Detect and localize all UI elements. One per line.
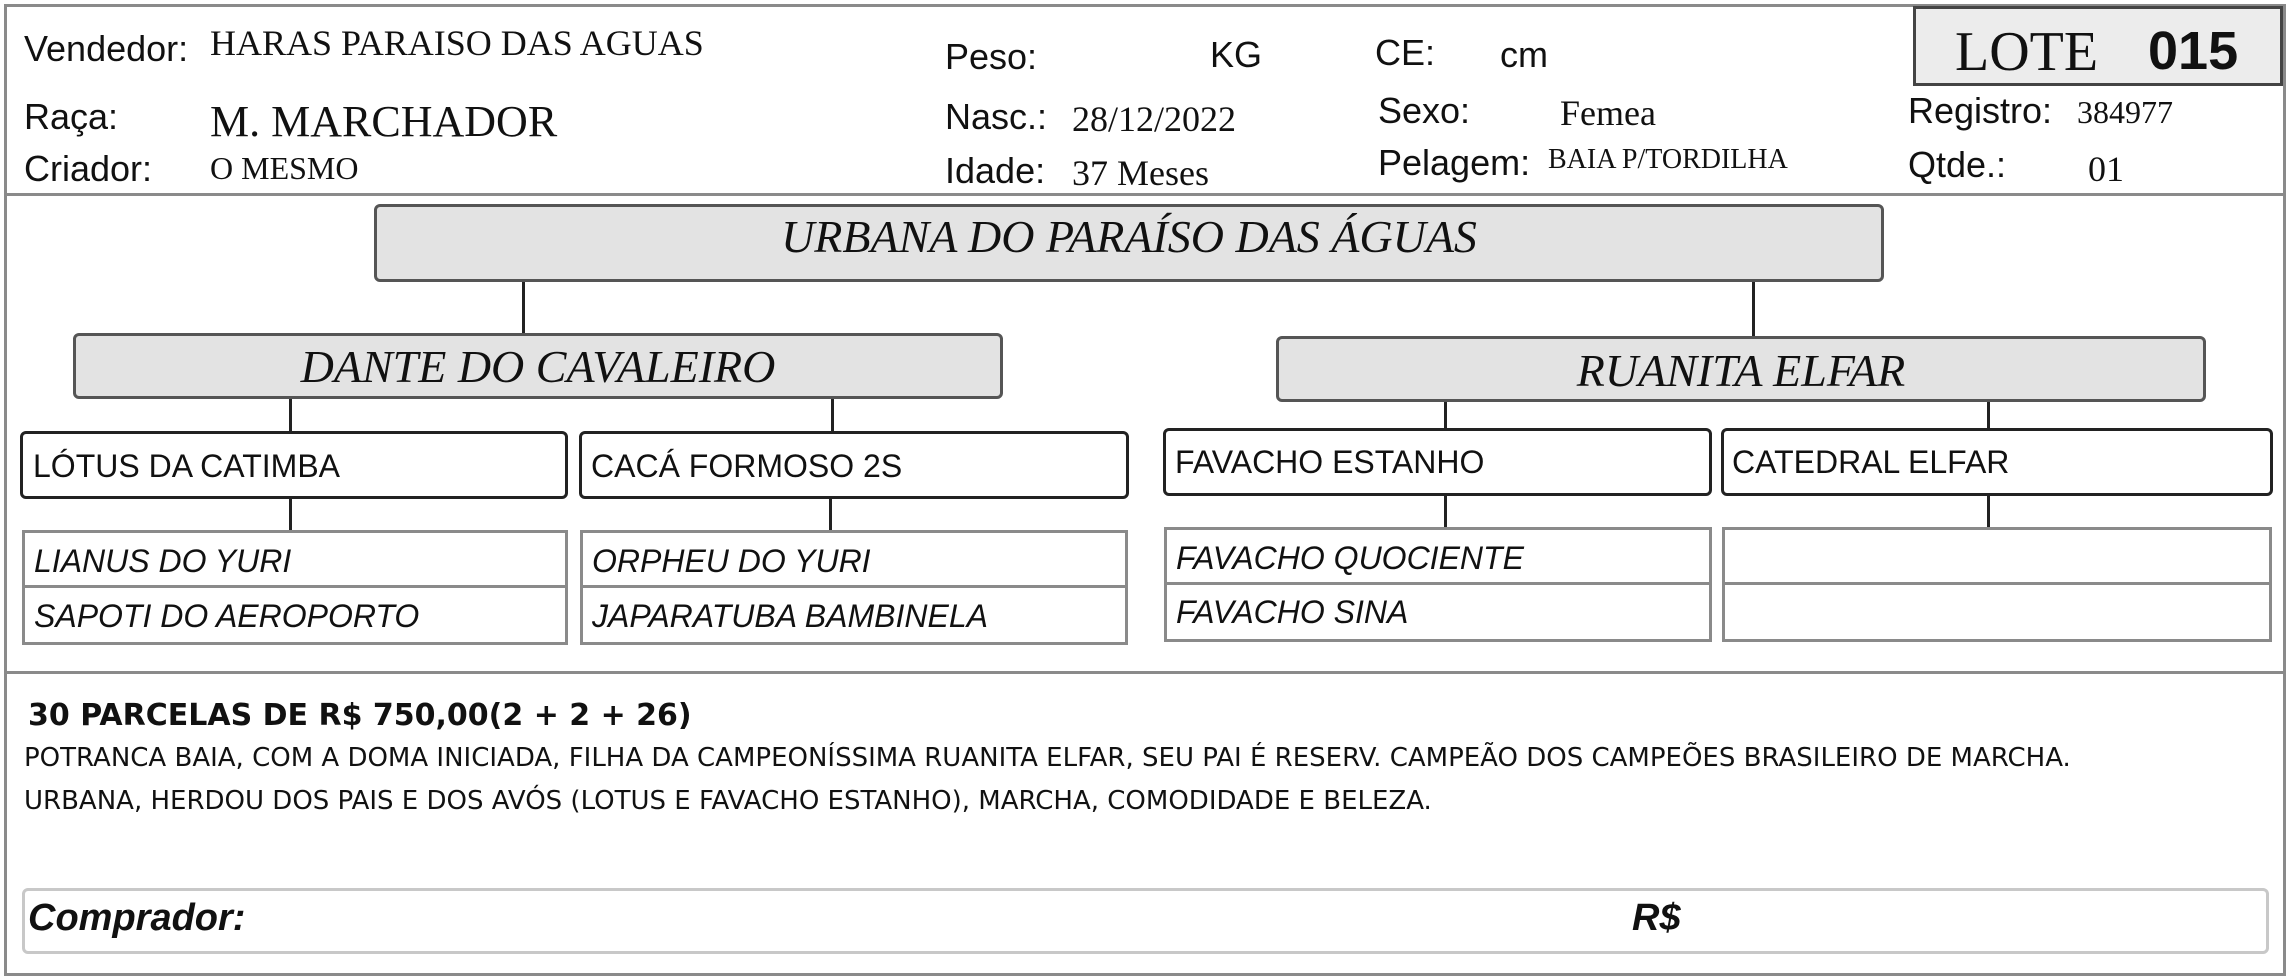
qtde-value: 01 [2088, 149, 2124, 189]
dam-name: RUANITA ELFAR [1576, 345, 1906, 396]
sd-sire-name: ORPHEU DO YURI [592, 543, 871, 579]
description-line: POTRANCA BAIA, COM A DOMA INICIADA, FILHA DA CAMPEONÍSSIMA RUANITA ELFAR, SEU PAI É RESERV. CAMPEÃO DOS CAMPEÕES BRASILEIRO DE MARCHA. [24, 743, 2071, 773]
ss-sire-name: LIANUS DO YURI [34, 543, 292, 579]
buyer-label: Comprador: [28, 897, 246, 939]
sd-dam-name: JAPARATUBA BAMBINELA [592, 598, 988, 634]
lote-number: 015 [2148, 21, 2239, 81]
sexo-value: Femea [1560, 93, 1656, 133]
registro-value: 384977 [2077, 94, 2173, 130]
criador-label: Criador: [24, 148, 153, 189]
dam-dam-name: CATEDRAL ELFAR [1732, 444, 2010, 480]
sire-name: DANTE DO CAVALEIRO [300, 341, 776, 392]
sire-sire-name: LÓTUS DA CATIMBA [33, 448, 341, 484]
raca-value: M. MARCHADOR [210, 97, 558, 146]
animal-name: URBANA DO PARAÍSO DAS ÁGUAS [781, 211, 1477, 262]
connector-line [829, 499, 832, 531]
ce-label: CE: [1375, 32, 1436, 73]
peso-unit: KG [1210, 34, 1263, 75]
pelagem-value: BAIA P/TORDILHA [1548, 144, 1788, 175]
ds-sire-name: FAVACHO QUOCIENTE [1176, 540, 1524, 576]
connector-line [1752, 282, 1755, 338]
ce-unit: cm [1500, 34, 1548, 75]
connector-line [522, 282, 525, 336]
lote-label: LOTE [1955, 21, 2099, 83]
dam-sire-name: FAVACHO ESTANHO [1175, 444, 1485, 480]
sire-dam-name: CACÁ FORMOSO 2S [591, 448, 903, 484]
connector-line [1444, 496, 1447, 528]
buyer-currency: R$ [1632, 897, 1681, 939]
connector-line [1444, 402, 1447, 430]
sexo-label: Sexo: [1378, 90, 1471, 131]
qtde-label: Qtde.: [1908, 144, 2007, 185]
idade-label: Idade: [945, 150, 1046, 191]
description-title: 30 PARCELAS DE R$ 750,00(2 + 2 + 26) [28, 698, 692, 733]
dd-sire-box [1722, 527, 2272, 585]
connector-line [289, 399, 292, 433]
connector-line [831, 399, 834, 433]
buyer-box [22, 888, 2269, 954]
description-line: URBANA, HERDOU DOS PAIS E DOS AVÓS (LOTUS E FAVACHO ESTANHO), MARCHA, COMODIDADE E BELEZA. [24, 786, 1432, 816]
ds-dam-name: FAVACHO SINA [1176, 594, 1409, 630]
dd-dam-box [1722, 582, 2272, 642]
nasc-value: 28/12/2022 [1072, 99, 1237, 139]
ss-dam-name: SAPOTI DO AEROPORTO [34, 598, 420, 634]
registro-label: Registro: [1908, 90, 2053, 131]
nasc-label: Nasc.: [945, 96, 1048, 137]
raca-label: Raça: [24, 96, 119, 137]
criador-value: O MESMO [210, 150, 359, 186]
connector-line [1987, 402, 1990, 430]
vendedor-label: Vendedor: [24, 28, 189, 69]
peso-label: Peso: [945, 36, 1038, 77]
connector-line [289, 499, 292, 531]
pelagem-label: Pelagem: [1378, 142, 1531, 183]
idade-value: 37 Meses [1072, 153, 1209, 193]
vendedor-value: HARAS PARAISO DAS AGUAS [210, 23, 704, 63]
